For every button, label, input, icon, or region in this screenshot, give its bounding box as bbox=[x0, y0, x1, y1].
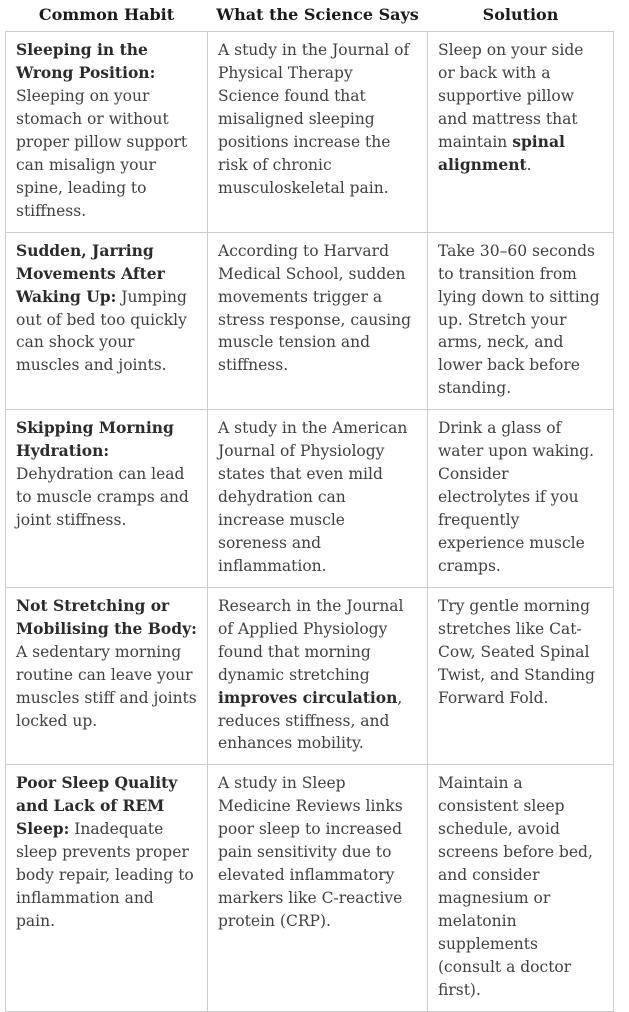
bold-text-segment: Sleeping in the Wrong Position: bbox=[16, 40, 156, 83]
text-segment: , reduces stiffness, and enhances mobility. bbox=[218, 688, 403, 753]
text-segment: A study in the Journal of Physical Therapy Science found that misaligned sleeping positions increase the risk of chronic musculoskeletal pain. bbox=[218, 41, 410, 197]
text-segment: Sleeping on your stomach or without proper pillow support can misalign your spine, leading to stiffness. bbox=[16, 87, 188, 220]
bold-text-segment: improves circulation bbox=[218, 687, 398, 707]
habit-cell bbox=[6, 765, 208, 1011]
science-cell bbox=[208, 765, 428, 1011]
col-header-solution: Solution bbox=[482, 5, 559, 24]
solution-cell bbox=[428, 232, 614, 410]
table-row bbox=[6, 232, 614, 410]
science-cell bbox=[208, 32, 428, 233]
science-cell bbox=[208, 232, 428, 410]
bold-text-segment: spinal alignment bbox=[438, 131, 565, 174]
text-segment: . bbox=[526, 155, 532, 174]
bold-text-segment: Skipping Morning Hydration: bbox=[16, 418, 174, 461]
text-segment: Sleep on your side or back with a supportive pillow and mattress that maintain bbox=[438, 41, 584, 151]
table-row bbox=[6, 32, 614, 233]
text-segment: A study in the American Journal of Physiology states that even mild dehydration can increase muscle soreness and inflammation. bbox=[218, 419, 408, 575]
habit-cell bbox=[6, 587, 208, 765]
text-segment: Jumping out of bed too quickly can shock your muscles and joints. bbox=[16, 287, 187, 375]
table-body bbox=[6, 32, 614, 1012]
text-segment: Inadequate sleep prevents proper body repair, leading to inflammation and pain. bbox=[16, 820, 194, 930]
text-segment: Try gentle morning stretches like Cat-Cow, Seated Spinal Twist, and Standing Forward Fold. bbox=[438, 596, 595, 707]
table-row bbox=[6, 765, 614, 1011]
solution-cell bbox=[428, 587, 614, 765]
science-cell bbox=[208, 410, 428, 588]
solution-cell bbox=[428, 410, 614, 588]
bold-text-segment: Poor Sleep Quality and Lack of REM Sleep: bbox=[16, 773, 178, 839]
text-segment: Take 30–60 seconds to transition from lying down to sitting up. Stretch your arms, neck, and lower back before standing. bbox=[438, 241, 600, 398]
text-segment: Drink a glass of water upon waking. Consider electrolytes if you frequently experience muscle cramps. bbox=[438, 419, 595, 575]
header-row bbox=[6, 0, 614, 32]
text-segment: Dehydration can lead to muscle cramps and joint stiffness. bbox=[16, 465, 189, 529]
science-cell bbox=[208, 587, 428, 765]
habit-cell bbox=[6, 32, 208, 233]
text-segment: Research in the Journal of Applied Physiology found that morning dynamic stretching bbox=[218, 596, 404, 684]
col-header-what-the-science-says: What the Science Says bbox=[216, 5, 419, 24]
text-segment: Maintain a consistent sleep schedule, avoid screens before bed, and consider magnesium or melatonin supplements (consult a doctor first). bbox=[438, 774, 593, 999]
table-row bbox=[6, 587, 614, 765]
text-segment: According to Harvard Medical School, sudden movements trigger a stress response, causing muscle tension and stiffness. bbox=[218, 241, 412, 375]
habits-science-solutions-table bbox=[5, 0, 614, 1012]
col-header-common-habit: Common Habit bbox=[38, 5, 175, 24]
habit-cell bbox=[6, 232, 208, 410]
habit-cell bbox=[6, 410, 208, 588]
bold-text-segment: Not Stretching or Mobilising the Body: bbox=[16, 595, 197, 638]
bold-text-segment: Sudden, Jarring Movements After Waking Up: bbox=[16, 240, 165, 306]
text-segment: A study in Sleep Medicine Reviews links poor sleep to increased pain sensitivity due to elevated inflammatory markers like C-reactive protein (CRP). bbox=[218, 774, 403, 930]
table-row bbox=[6, 410, 614, 588]
solution-cell bbox=[428, 32, 614, 233]
solution-cell bbox=[428, 765, 614, 1011]
text-segment: A sedentary morning routine can leave your muscles stiff and joints locked up. bbox=[16, 642, 197, 730]
